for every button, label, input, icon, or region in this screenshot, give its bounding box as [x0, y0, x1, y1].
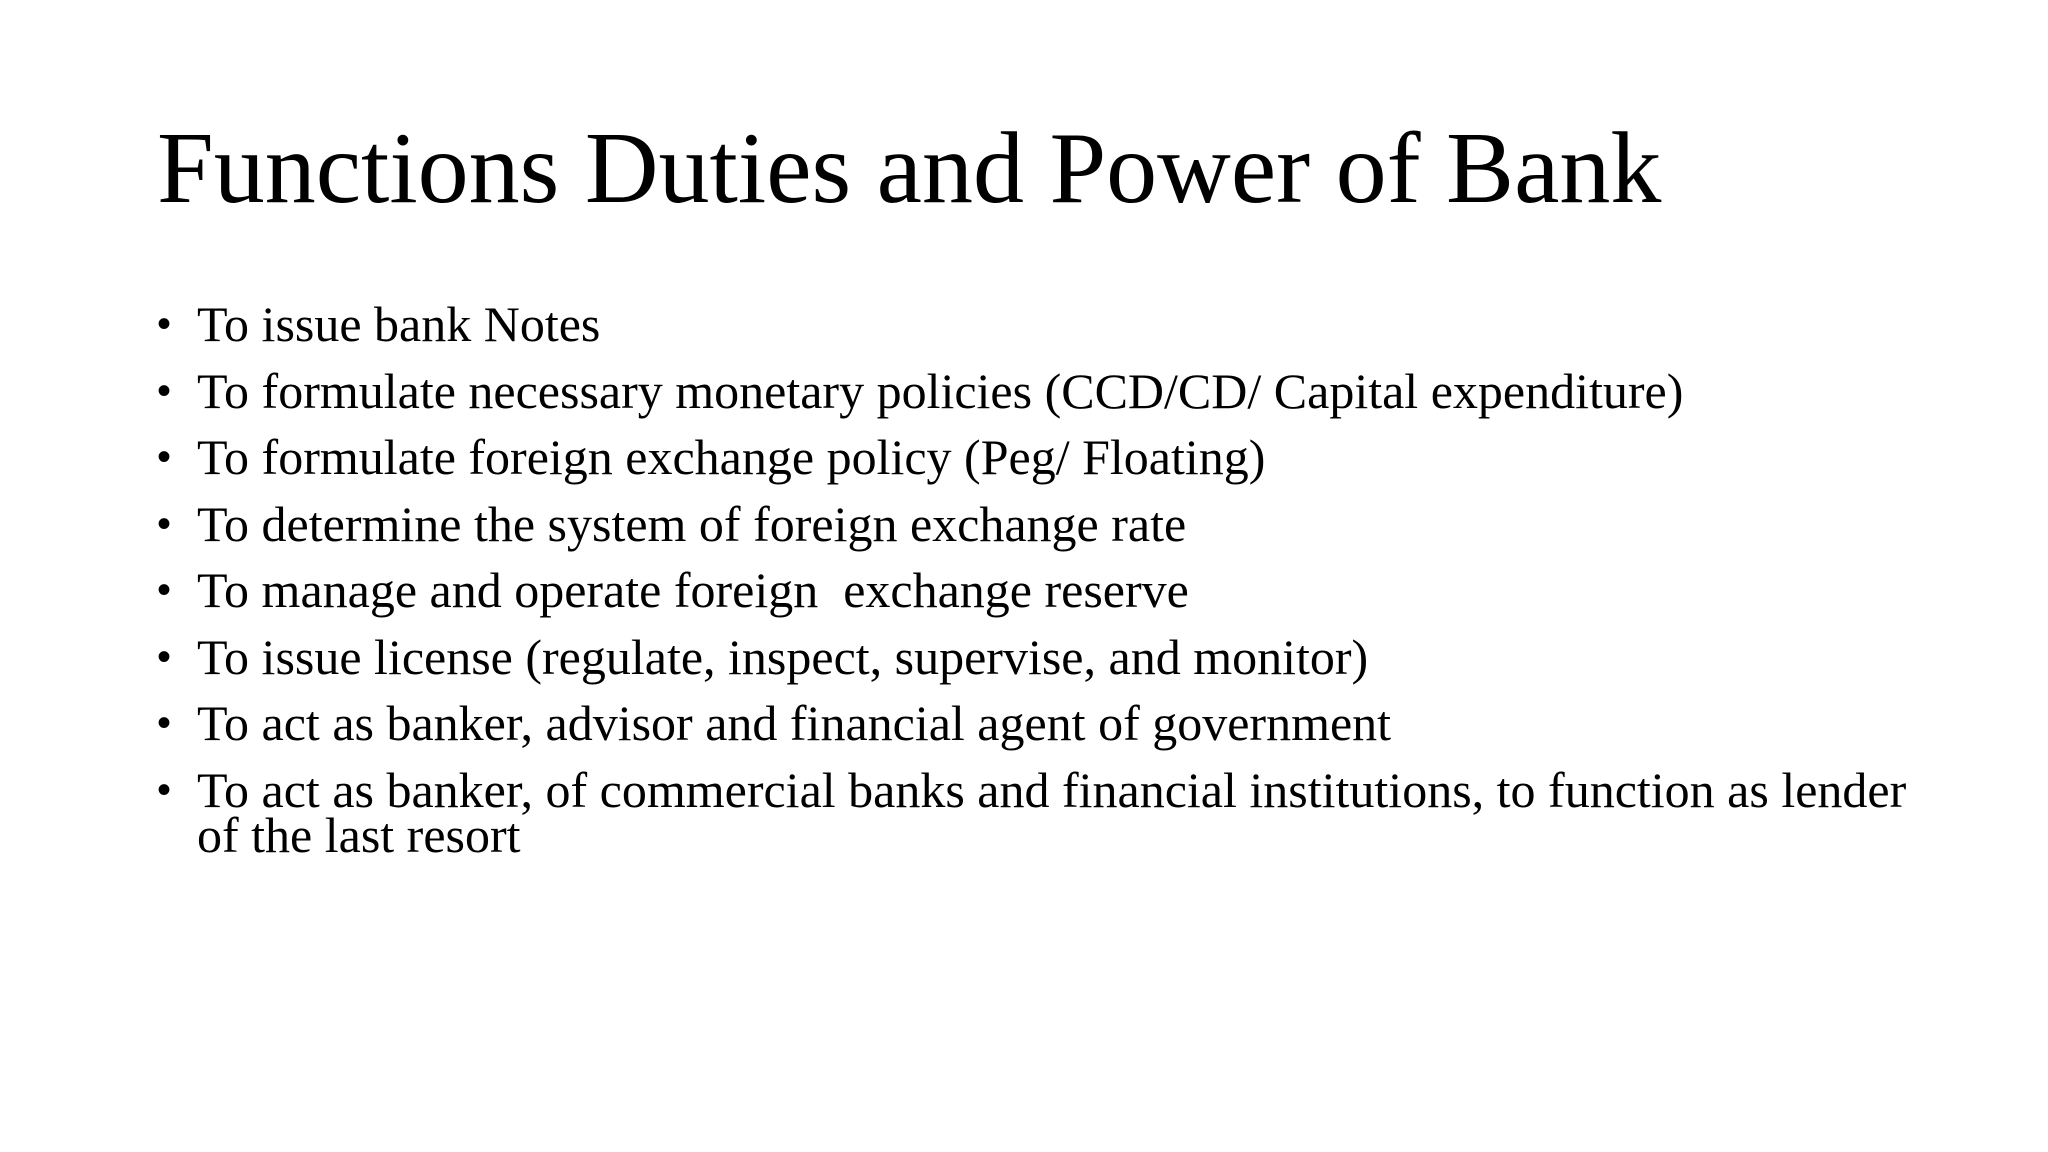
bullet-icon: • [157, 634, 172, 679]
list-item [157, 495, 1937, 552]
list-item [157, 695, 1937, 751]
bullet-text: To manage and operate foreign exchange reserve [197, 562, 1189, 618]
bullet-icon: • [157, 568, 172, 612]
bullet-icon: • [157, 368, 172, 413]
bullet-icon: • [157, 501, 172, 546]
list-item [157, 562, 1937, 618]
bullet-text: To formulate foreign exchange policy (Peg/ Floating) [197, 429, 1266, 485]
bullet-icon: • [157, 767, 172, 812]
bullet-text: To issue bank Notes [197, 296, 601, 352]
list-item [157, 761, 1937, 863]
list-item [157, 296, 1937, 352]
list-item [157, 429, 1937, 485]
list-item [157, 362, 1937, 419]
bullet-icon: • [157, 435, 172, 479]
bullet-icon: • [157, 302, 172, 346]
bullet-text: To determine the system of foreign exchange rate [197, 495, 1187, 552]
bullet-text: To act as banker, advisor and financial agent of government [197, 695, 1392, 751]
slide-title: Functions Duties and Power of Bank [157, 112, 1662, 225]
bullet-text: To issue license (regulate, inspect, supervise, and monitor) [197, 628, 1369, 685]
bullet-icon: • [157, 701, 172, 745]
bullet-text: To act as banker, of commercial banks and financial institutions, to function as lender of the last resort [197, 761, 1907, 863]
bullet-list [157, 296, 1937, 879]
bullet-text: To formulate necessary monetary policies (CCD/CD/ Capital expenditure) [197, 362, 1684, 419]
list-item [157, 628, 1937, 685]
